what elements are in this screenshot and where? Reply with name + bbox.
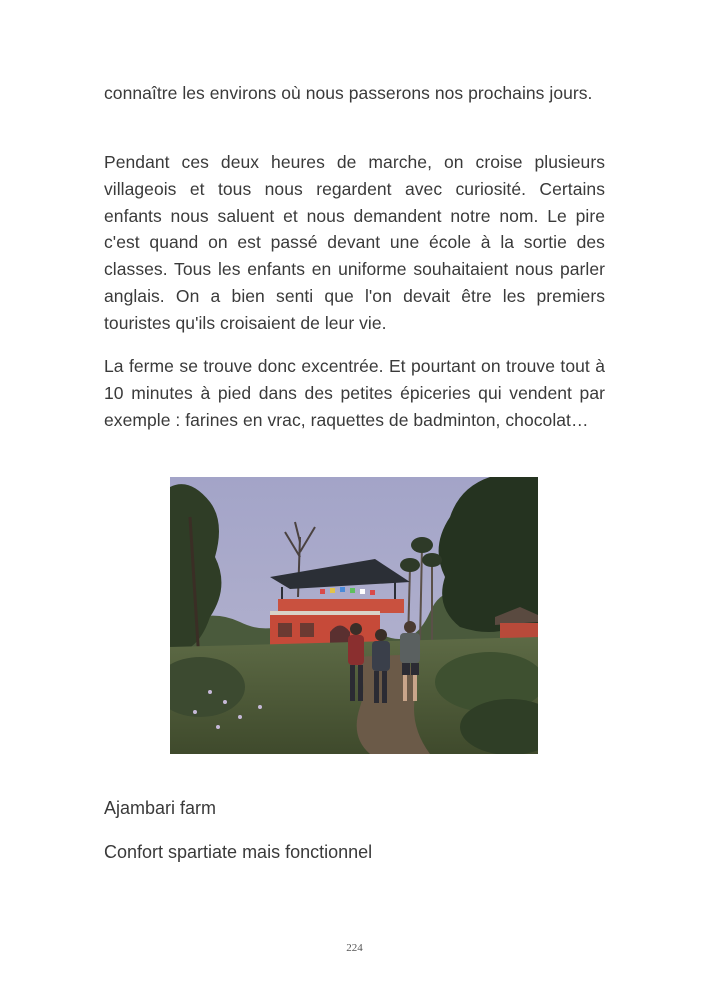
house-window-middle [300, 623, 314, 637]
paragraph-3: La ferme se trouve donc excentrée. Et pourtant on trouve tout à 10 minutes à pied dans des petites épiceries qui vendent par exemple : farines en vrac, raquettes de badminton, chocolat… [104, 356, 605, 430]
photo-title: Ajambari farm [104, 798, 217, 818]
photo-subtitle: Confort spartiate mais fonctionnel [104, 842, 373, 862]
farm-photo [170, 477, 538, 754]
page-number: 224 [346, 942, 363, 954]
house-ledge [270, 611, 380, 615]
paragraph-2: Pendant ces deux heures de marche, on croise plusieurs villageois et tous nous regardent avec curiosité. Certains enfants nous saluent et nous demandent notre nom. Le pire c'est quand on est passé devant une école à la sortie des classes. Tous les enfants en uniforme souhaitaient nous parler anglais. On a bien senti que l'on devait être les premiers touristes qu'ils croisaient de leur vie. [104, 152, 605, 333]
house-window-left [278, 623, 292, 637]
paragraph-1: connaître les environs où nous passerons nos prochains jours. [104, 83, 593, 103]
house-upper-wall [278, 599, 404, 613]
